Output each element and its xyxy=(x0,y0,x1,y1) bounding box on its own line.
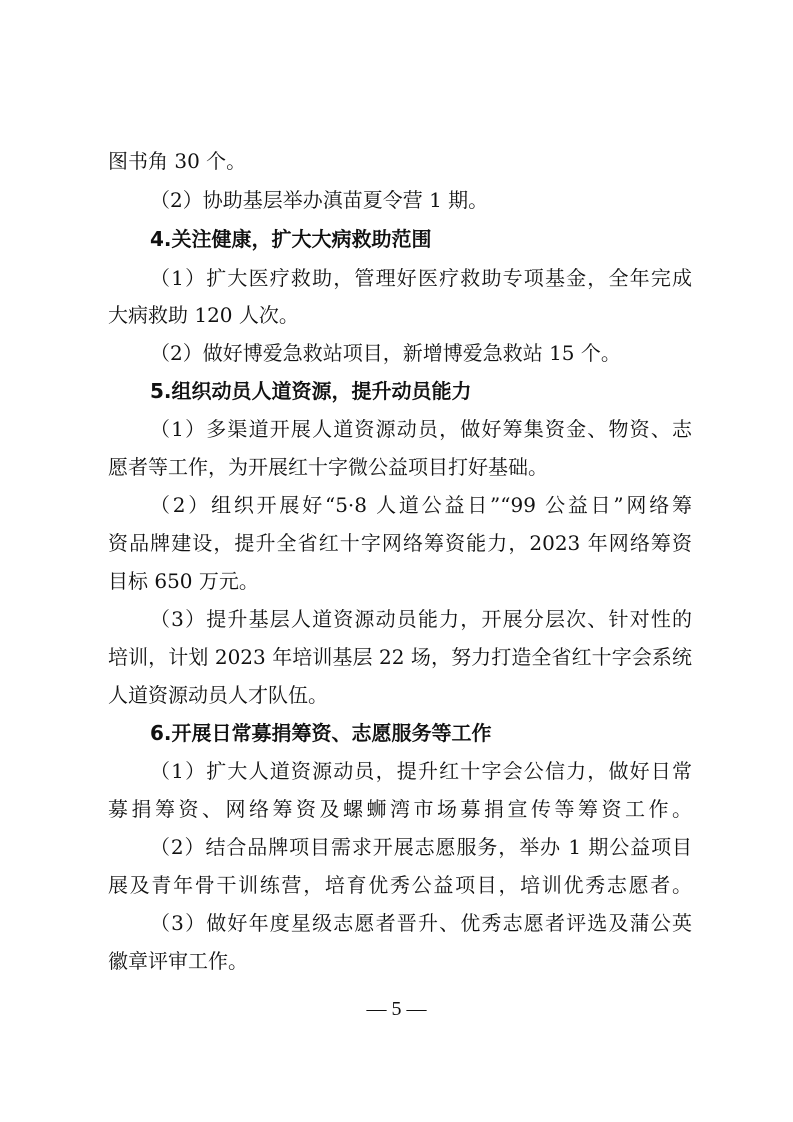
body-line: （3）做好年度星级志愿者晋升、优秀志愿者评选及蒲公英 xyxy=(150,911,692,935)
body-line: 大病救助 120 人次。 xyxy=(108,303,299,327)
section-heading: 6.开展日常募捐筹资、志愿服务等工作 xyxy=(150,721,492,745)
body-line: 资品牌建设，提升全省红十字网络筹资能力，2023 年网络筹资 xyxy=(108,531,692,555)
body-line: （2）结合品牌项目需求开展志愿服务，举办 1 期公益项目 xyxy=(150,835,692,859)
body-line: 愿者等工作，为开展红十字微公益项目打好基础。 xyxy=(108,455,548,479)
body-line: 展及青年骨干训练营，培育优秀公益项目，培训优秀志愿者。 xyxy=(108,873,692,897)
body-line: （2）做好博爱急救站项目，新增博爱急救站 15 个。 xyxy=(150,341,621,365)
body-line: （1）扩大医疗救助，管理好医疗救助专项基金，全年完成 xyxy=(150,266,692,290)
body-line: （1）扩大人道资源动员，提升红十字会公信力，做好日常 xyxy=(150,759,692,783)
section-heading: 4.关注健康，扩大大病救助范围 xyxy=(150,227,432,251)
body-line: （1）多渠道开展人道资源动员，做好筹集资金、物资、志 xyxy=(150,417,692,441)
body-line: （2）组织开展好“5·8 人道公益日”“99 公益日”网络筹 xyxy=(150,493,692,517)
body-line: （3）提升基层人道资源动员能力，开展分层次、针对性的 xyxy=(150,607,692,631)
section-heading: 5.组织动员人道资源，提升动员能力 xyxy=(150,379,472,403)
body-line: 目标 650 万元。 xyxy=(108,569,259,593)
body-line: 培训，计划 2023 年培训基层 22 场，努力打造全省红十字会系统 xyxy=(108,645,692,669)
body-line: 募捐筹资、网络筹资及螺蛳湾市场募捐宣传等筹资工作。 xyxy=(108,797,692,821)
body-line: 人道资源动员人才队伍。 xyxy=(108,683,328,707)
body-line: （2）协助基层举办滇苗夏令营 1 期。 xyxy=(150,188,489,212)
page-number: — 5 — xyxy=(366,998,427,1020)
body-line: 徽章评审工作。 xyxy=(108,949,248,973)
body-line: 图书角 30 个。 xyxy=(108,149,247,173)
